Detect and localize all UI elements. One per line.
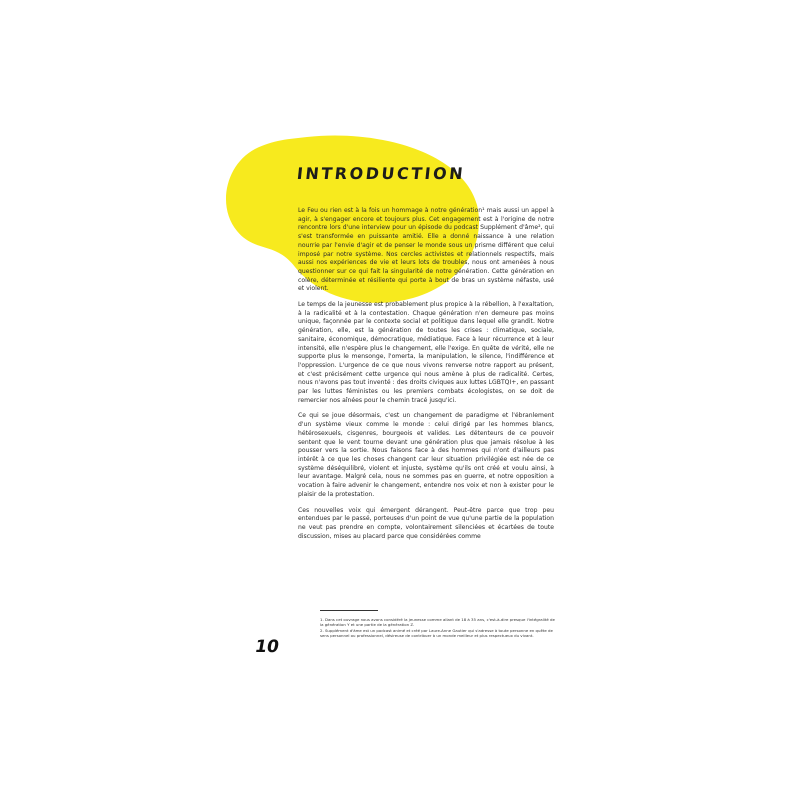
footnote-2: 2. Supplément d'âme est un podcast animé et créé par Laure-Anne Gautier qui s'adresse à toute personne en quête de sens personnel ou professionnel, désireuse de contribuer à un monde meilleur et plus respectueux du vivant. (320, 627, 553, 639)
footnote-1: 1. Dans cet ouvrage nous avons considéré la jeunesse comme allant de 18 à 35 ans, c'est-à-dire presque l'intégralité de la génération Y et une partie de la génération Z. (320, 617, 555, 628)
body-text (298, 207, 554, 541)
paragraph-3: Ce qui se joue désormais, c'est un changement de paradigme et l'ébranlement d'un système vieux comme le monde : celui dirigé par les hommes blancs, hétérosexuels, cisgenres, bourgeois et valides. Les détenteurs de ce pouvoir sentent que le vent tourne devant une génération plus que jamais résolue à les pousser vers la sortie. Nous faisons face à des hommes qui n'ont d'ailleurs pas intérêt à ce que les choses changent car leur situation privilégiée est née de ce système déséquilibré, violent et injuste, système qu'ils ont créé et voulu ainsi, à leur avantage. Malgré cela, nous ne sommes pas en guerre, et notre opposition a vocation à faire advenir le changement, entendre nos voix et non à exister pour le plaisir de la protestation. (298, 412, 554, 498)
paragraph-1: Le Feu ou rien est à la fois un hommage à notre génération¹ mais aussi un appel à agir, à s'engager encore et toujours plus. Cet engagement est à l'origine de notre rencontre lors d'une interview pour un épisode du podcast Supplément d'âme², qui s'est transformée en puissante amitié. Elle a donné naissance à une relation nourrie par l'envie d'agir et de penser le monde sous un prisme différent que celui imposé par notre système. Nos cercles activistes et relationnels respectifs, mais aussi nos expériences de vie et leurs lots de troubles, nous ont amenées à nous questionner sur ce qui fait la singularité de notre génération. Cette génération en colère, déterminée et résiliente qui porte à bout de bras un système néfaste, usé et violent. (298, 207, 554, 293)
page-title: INTRODUCTION (296, 164, 467, 183)
page-number: 10 (253, 637, 281, 657)
paragraph-2: Le temps de la jeunesse est probablement plus propice à la rébellion, à l'exaltation, à la radicalité et à la contestation. Chaque génération n'en demeure pas moins unique, façonnée par le contexte social et politique dans lequel elle grandit. Notre génération, elle, est la génération de toutes les crises : climatique, sociale, sanitaire, économique, démocratique, médiatique. Face à leur récurrence et à leur intensité, elle n'espère plus le changement, elle l'exige. En quête de vérité, elle ne supporte plus le mensonge, l'omerta, la manipulation, le silence, l'indifférence et l'oppression. L'urgence de ce que nous vivons renverse notre rapport au présent, et c'est précisément cette urgence qui nous amène à plus de radicalité. Certes, nous n'avons pas tout inventé : des droits civiques aux luttes LGBTQI+, en passant par les luttes féministes ou les premiers combats écologistes, on se doit de remercier nos aînées pour le chemin tracé jusqu'ici. (298, 301, 554, 404)
footnotes (320, 617, 556, 639)
footnote-separator (320, 610, 378, 611)
paragraph-4: Ces nouvelles voix qui émergent dérangent. Peut-être parce que trop peu entendues par le passé, porteuses d'un point de vue qu'une partie de la population ne veut pas prendre en compte, volontairement silenciées et écartées de toute discussion, mises au placard parce que considérées comme (298, 506, 554, 540)
